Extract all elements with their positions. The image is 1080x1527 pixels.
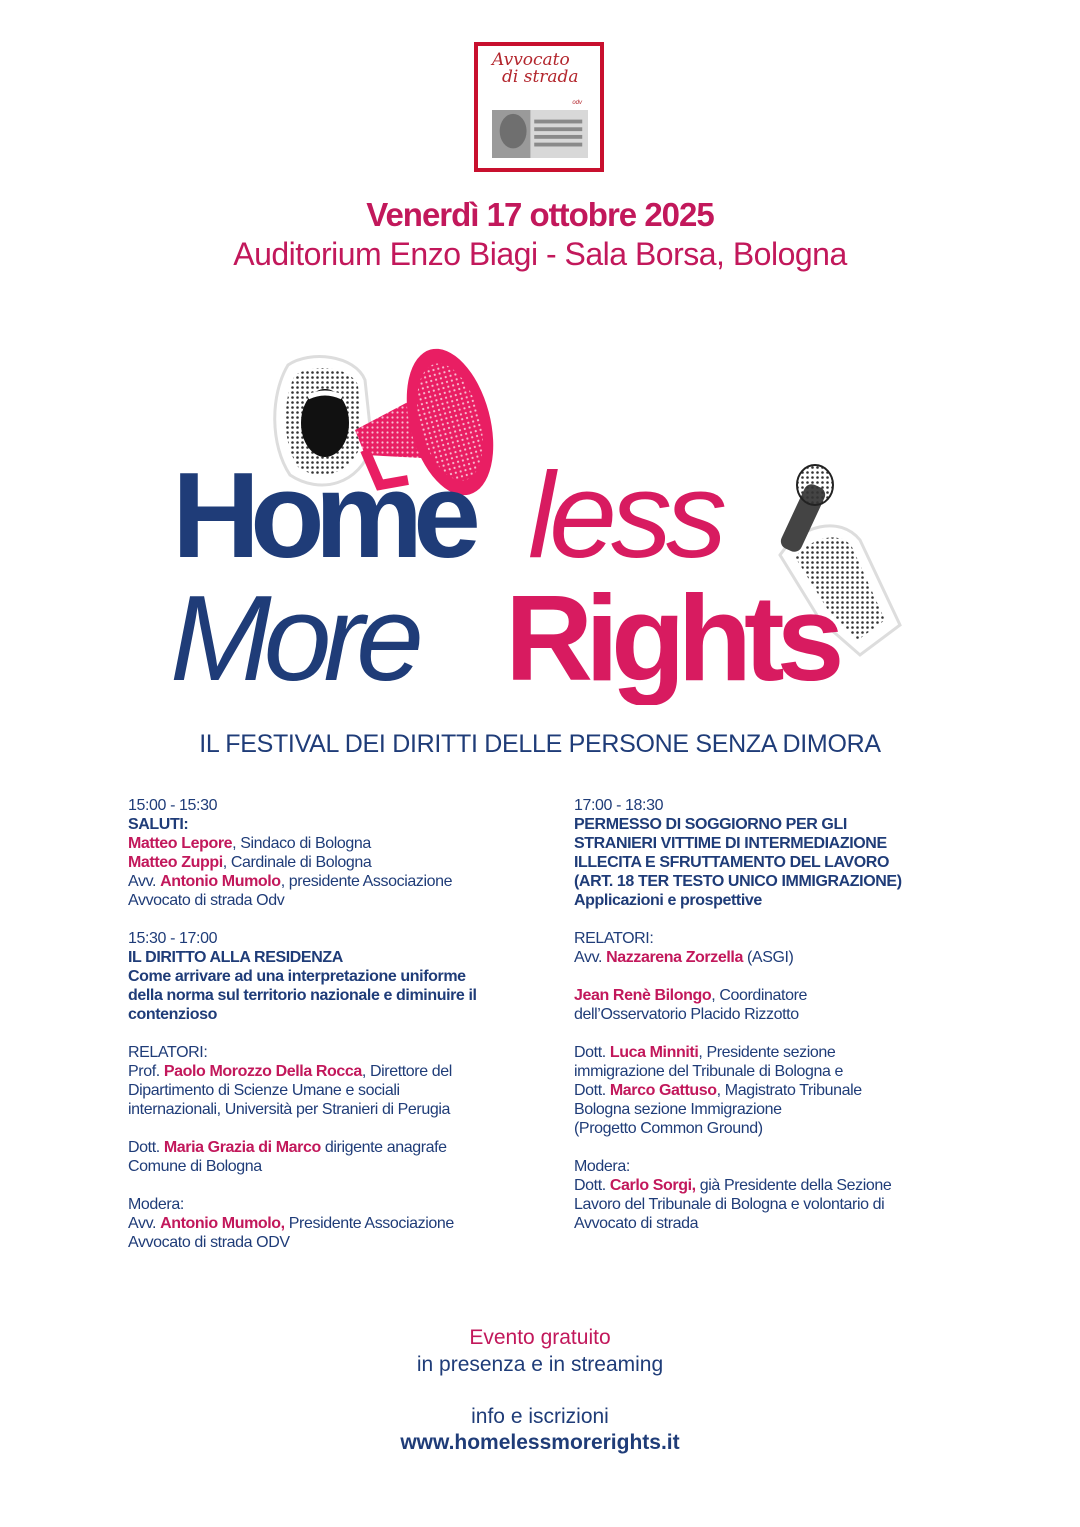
speaker-role: Avvocato di strada ODV (128, 1234, 290, 1251)
logo-odv: odv (572, 100, 582, 106)
free-event-label: Evento gratuito (469, 1326, 611, 1349)
speaker-role: , Cardinale di Bologna (222, 854, 372, 871)
moderator-label: Modera: (574, 1158, 630, 1175)
speaker-role: Bologna sezione Immigrazione (574, 1101, 782, 1118)
speaker-role: Lavoro del Tribunale di Bologna e volontario di (574, 1196, 885, 1213)
festival-subtitle: IL FESTIVAL DEI DIRITTI DELLE PERSONE SENZA DIMORA (199, 730, 881, 758)
info-label: info e iscrizioni (471, 1405, 609, 1428)
speaker-title: Dott. (574, 1082, 610, 1099)
event-date: Venerdì 17 ottobre 2025 (366, 196, 714, 233)
title-home: Home (172, 447, 471, 583)
speaker-name: Jean Renè Bilongo (574, 987, 712, 1004)
festival-title-graphic (140, 325, 940, 705)
event-venue: Auditorium Enzo Biagi - Sala Borsa, Bologna (233, 236, 847, 272)
speaker-name: Matteo Lepore (128, 835, 233, 852)
logo-photo-icon (492, 110, 588, 158)
speaker-role: (ASGI) (742, 949, 794, 966)
speaker-role: dirigente anagrafe (320, 1139, 447, 1156)
moderator-left (128, 1195, 528, 1252)
speaker-role: , presidente Associazione (280, 873, 453, 890)
title-rights: Rights (505, 570, 837, 705)
session-description: Come arrivare ad una interpretazione uniforme (128, 968, 466, 985)
speaker-role: Comune di Bologna (128, 1158, 262, 1175)
session-residenza (128, 929, 528, 1024)
speaker-title: Dott. (128, 1139, 164, 1156)
session-saluti (128, 796, 528, 910)
session-heading: PERMESSO DI SOGGIORNO PER GLI (574, 816, 847, 833)
speaker-name: Nazzarena Zorzella (606, 949, 743, 966)
session-time: 15:00 - 15:30 (128, 797, 218, 814)
speakers-right-2 (574, 986, 974, 1024)
program-right-column (574, 796, 974, 1252)
speakers-label: RELATORI: (128, 1044, 208, 1061)
session-heading: SALUTI: (128, 816, 189, 833)
moderator-right (574, 1157, 974, 1233)
speaker-role: dell’Osservatorio Placido Rizzotto (574, 1006, 799, 1023)
speakers-right-3 (574, 1043, 974, 1138)
speaker-role: già Presidente della Sezione (695, 1177, 892, 1194)
speaker-role: internazionali, Università per Stranieri di Perugia (128, 1101, 450, 1118)
speaker-name: Carlo Sorgi, (609, 1177, 696, 1194)
speaker-name: Paolo Morozzo Della Rocca (163, 1063, 362, 1080)
speaker-title: Avv. (574, 949, 607, 966)
speakers-left-1 (128, 1043, 528, 1119)
speaker-title: Avv. (128, 1215, 161, 1232)
speaker-name: Marco Gattuso (609, 1082, 717, 1099)
speaker-role: , Coordinatore (711, 987, 808, 1004)
logo-wordmark (486, 52, 592, 86)
session-heading: ILLECITA E SFRUTTAMENTO DEL LAVORO (574, 854, 889, 871)
session-time: 17:00 - 18:30 (574, 797, 664, 814)
speaker-name: Antonio Mumolo (160, 873, 281, 890)
program-left-column (128, 796, 528, 1271)
speaker-name: Matteo Zuppi (128, 854, 223, 871)
speaker-name: Luca Minniti (609, 1044, 699, 1061)
speaker-role: Presidente Associazione (284, 1215, 454, 1232)
speakers-left-2 (128, 1138, 528, 1176)
session-heading: IL DIRITTO ALLA RESIDENZA (128, 949, 343, 966)
session-description: Applicazioni e prospettive (574, 892, 762, 909)
logo-line2: di strada (502, 67, 579, 87)
speaker-title: Dott. (574, 1044, 610, 1061)
speaker-name: Antonio Mumolo, (160, 1215, 285, 1232)
attendance-mode: in presenza e in streaming (416, 1353, 664, 1376)
speaker-name: Maria Grazia di Marco (163, 1139, 321, 1156)
avvocato-di-strada-logo (474, 42, 604, 172)
logo-line1: Avvocato (492, 50, 570, 70)
speaker-role: (Progetto Common Ground) (574, 1120, 763, 1137)
speaker-role: , Presidente sezione (698, 1044, 836, 1061)
session-time: 15:30 - 17:00 (128, 930, 218, 947)
speaker-title: Avv. (128, 873, 161, 890)
speaker-title: Prof. (128, 1063, 164, 1080)
session-heading: STRANIERI VITTIME DI INTERMEDIAZIONE (574, 835, 887, 852)
speaker-title: Dott. (574, 1177, 610, 1194)
speakers-right-1 (574, 929, 974, 967)
title-less: less (528, 447, 721, 583)
speaker-role: immigrazione del Tribunale di Bologna e (574, 1063, 844, 1080)
session-description: della norma sul territorio nazionale e diminuire il (128, 987, 477, 1004)
speaker-role: Avvocato di strada (574, 1215, 699, 1232)
speakers-label: RELATORI: (574, 930, 654, 947)
session-description: contenzioso (128, 1006, 217, 1023)
website-link[interactable]: www.homelessmorerights.it (400, 1431, 680, 1454)
speaker-role: Avvocato di strada Odv (128, 892, 285, 909)
speaker-role: , Direttore del (361, 1063, 452, 1080)
title-more: More (170, 570, 416, 705)
session-heading: (ART. 18 TER TESTO UNICO IMMIGRAZIONE) (574, 873, 902, 890)
speaker-role: , Magistrato Tribunale (716, 1082, 862, 1099)
speaker-role: Dipartimento di Scienze Umane e sociali (128, 1082, 400, 1099)
speaker-role: , Sindaco di Bologna (232, 835, 371, 852)
session-permesso (574, 796, 974, 910)
moderator-label: Modera: (128, 1196, 184, 1213)
